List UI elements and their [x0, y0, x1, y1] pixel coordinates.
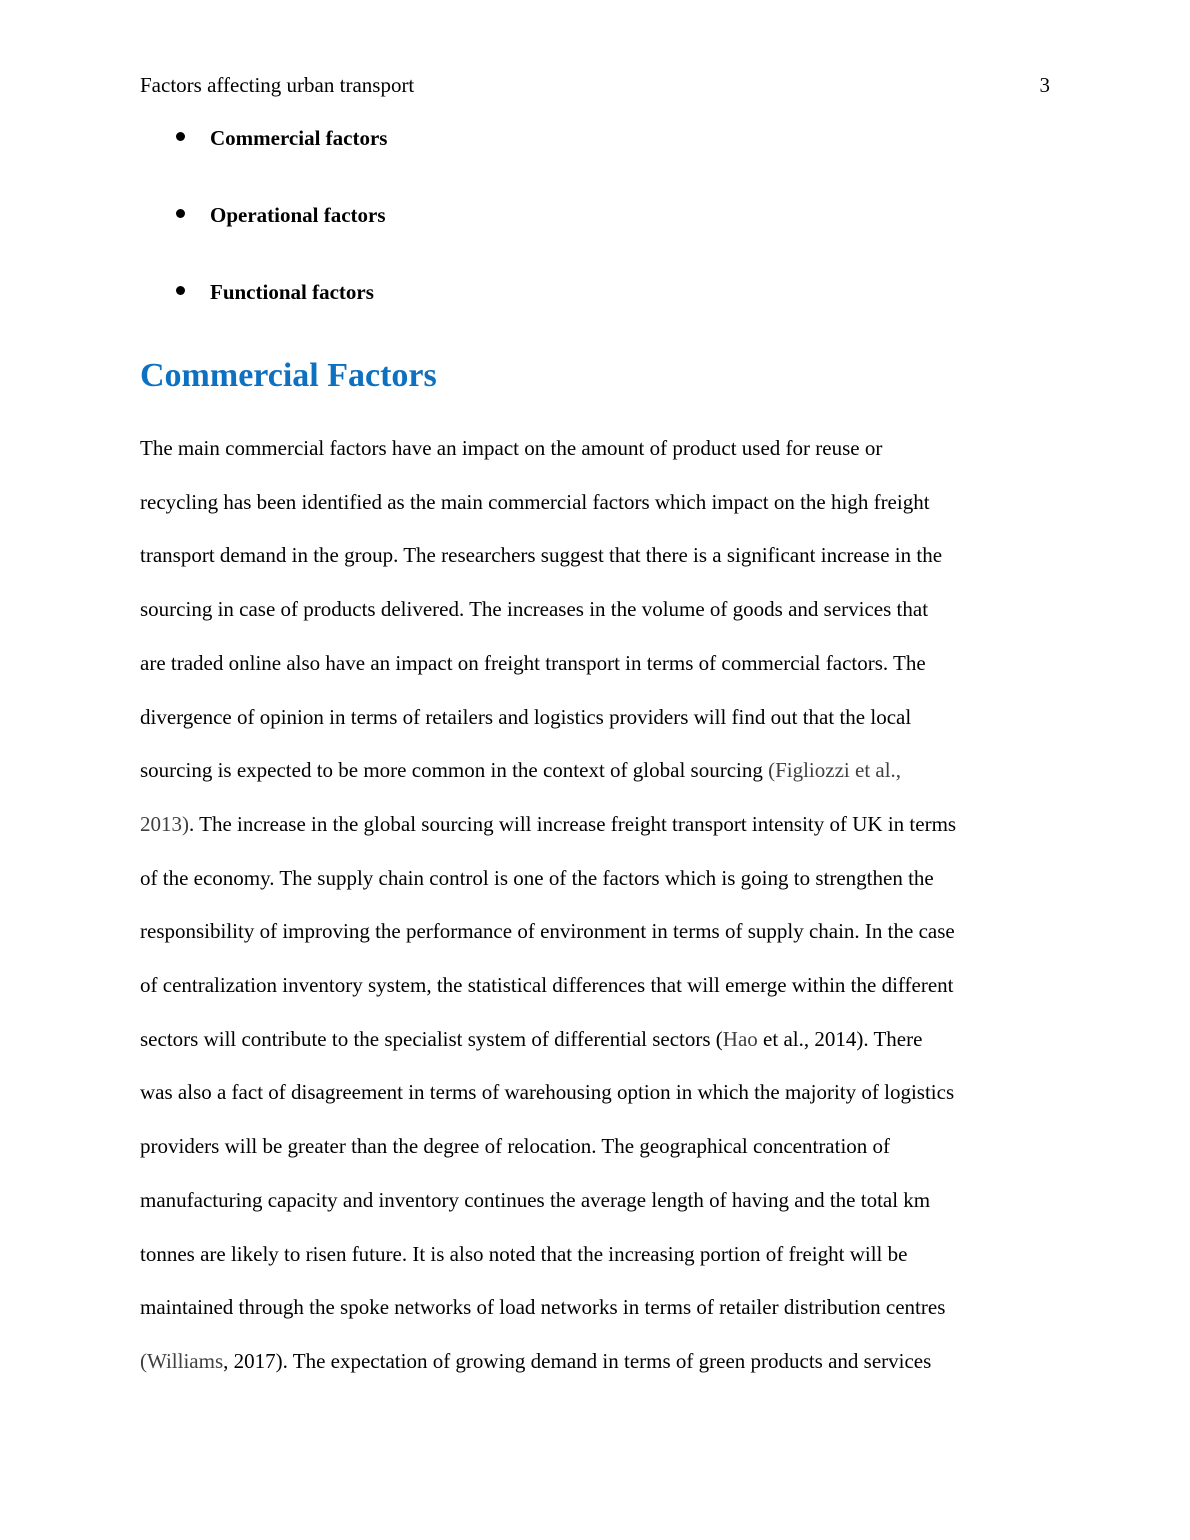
text-run: sourcing is expected to be more common in the context of global sourcing — [140, 758, 769, 783]
citation: Hao — [722, 1026, 758, 1051]
bullet-icon — [176, 209, 185, 218]
text-run: , 2017). The expectation of growing demand in terms of green products and services — [223, 1348, 932, 1373]
text-line: maintained through the spoke networks of load networks in terms of retailer distribution centres — [140, 1295, 946, 1320]
text-run: sectors will contribute to the specialist system of differential sectors ( — [140, 1026, 723, 1051]
text-line: of the economy. The supply chain control is one of the factors which is going to strengthen the — [140, 865, 934, 890]
bullet-icon — [176, 286, 185, 295]
citation: 2013) — [140, 811, 189, 836]
text-line: recycling has been identified as the main commercial factors which impact on the high freight — [140, 489, 930, 514]
citation: (Figliozzi et al., — [768, 758, 902, 783]
text-line: responsibility of improving the performance of environment in terms of supply chain. In the case — [140, 919, 955, 944]
text-line: sourcing in case of products delivered. The increases in the volume of goods and services that — [140, 597, 929, 622]
text-line: providers will be greater than the degree of relocation. The geographical concentration of — [140, 1134, 891, 1159]
text-line: tonnes are likely to risen future. It is also noted that the increasing portion of freight will be — [140, 1241, 908, 1266]
list-item-label: Functional factors — [210, 280, 374, 304]
text-line — [140, 744, 1050, 798]
text-line — [140, 1335, 1050, 1389]
text-line: was also a fact of disagreement in terms of warehousing option in which the majority of logistics — [140, 1080, 955, 1105]
body-paragraph — [140, 422, 1050, 1389]
text-line: are traded online also have an impact on freight transport in terms of commercial factors. The — [140, 650, 926, 675]
list-item-label: Commercial factors — [210, 126, 388, 150]
page-header — [140, 70, 1050, 100]
section-heading: Commercial Factors — [140, 357, 437, 394]
bullet-icon — [176, 132, 185, 141]
text-line: of centralization inventory system, the statistical differences that will emerge within the different — [140, 973, 954, 998]
citation: (Williams — [140, 1348, 224, 1373]
text-run: . The increase in the global sourcing will increase freight transport intensity of UK in terms — [189, 811, 957, 836]
text-run: et al., 2014). There — [757, 1026, 923, 1051]
text-line: The main commercial factors have an impact on the amount of product used for reuse or — [140, 436, 883, 460]
running-head: Factors affecting urban transport — [140, 73, 415, 97]
list-item-label: Operational factors — [210, 203, 386, 227]
text-line: transport demand in the group. The researchers suggest that there is a significant increase in the — [140, 543, 943, 568]
text-line: manufacturing capacity and inventory continues the average length of having and the total km — [140, 1187, 931, 1212]
text-line: divergence of opinion in terms of retailers and logistics providers will find out that the local — [140, 704, 912, 729]
text-line — [140, 1013, 1050, 1067]
text-line — [140, 798, 1050, 852]
page-number: 3 — [1039, 73, 1050, 97]
